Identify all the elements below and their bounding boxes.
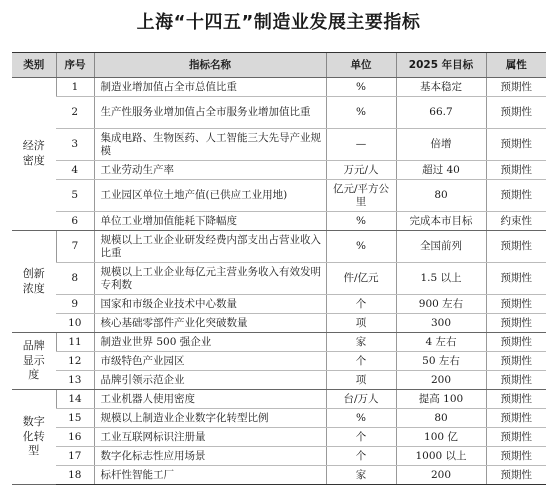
seq-cell: 14 xyxy=(56,390,94,409)
name-cell: 规模以上工业企业研发经费内部支出占营业收入比重 xyxy=(94,231,326,263)
attr-cell: 预期性 xyxy=(486,180,546,212)
table-header-row xyxy=(12,53,546,78)
table-row xyxy=(12,428,546,447)
name-cell: 制造业世界 500 强企业 xyxy=(94,333,326,352)
name-cell: 市级特色产业园区 xyxy=(94,352,326,371)
target-cell: 900 左右 xyxy=(396,295,486,314)
attr-cell: 预期性 xyxy=(486,352,546,371)
table-row xyxy=(12,371,546,390)
target-cell: 完成本市目标 xyxy=(396,212,486,231)
target-cell: 300 xyxy=(396,314,486,333)
target-cell: 66.7 xyxy=(396,97,486,129)
table-row xyxy=(12,409,546,428)
attr-cell: 预期性 xyxy=(486,97,546,129)
name-cell: 工业劳动生产率 xyxy=(94,161,326,180)
seq-cell: 1 xyxy=(56,78,94,97)
seq-cell: 7 xyxy=(56,231,94,263)
name-cell: 工业园区单位土地产值(已供应工业用地) xyxy=(94,180,326,212)
attr-cell: 预期性 xyxy=(486,390,546,409)
name-cell: 工业互联网标识注册量 xyxy=(94,428,326,447)
unit-cell: % xyxy=(326,212,396,231)
target-cell: 200 xyxy=(396,371,486,390)
header-category: 类别 xyxy=(12,53,56,78)
table-row xyxy=(12,447,546,466)
seq-cell: 2 xyxy=(56,97,94,129)
target-cell: 50 左右 xyxy=(396,352,486,371)
table-row xyxy=(12,390,546,409)
unit-cell: 台/万人 xyxy=(326,390,396,409)
seq-cell: 5 xyxy=(56,180,94,212)
unit-cell: 个 xyxy=(326,428,396,447)
table-row xyxy=(12,314,546,333)
target-cell: 80 xyxy=(396,180,486,212)
seq-cell: 6 xyxy=(56,212,94,231)
name-cell: 单位工业增加值能耗下降幅度 xyxy=(94,212,326,231)
target-cell: 基本稳定 xyxy=(396,78,486,97)
unit-cell: 件/亿元 xyxy=(326,263,396,295)
attr-cell: 预期性 xyxy=(486,231,546,263)
unit-cell: 项 xyxy=(326,371,396,390)
attr-cell: 预期性 xyxy=(486,333,546,352)
seq-cell: 8 xyxy=(56,263,94,295)
attr-cell: 预期性 xyxy=(486,161,546,180)
target-cell: 提高 100 xyxy=(396,390,486,409)
unit-cell: % xyxy=(326,409,396,428)
table-body xyxy=(12,78,546,485)
target-cell: 200 xyxy=(396,466,486,485)
table-row xyxy=(12,231,546,263)
seq-cell: 3 xyxy=(56,129,94,161)
seq-cell: 15 xyxy=(56,409,94,428)
name-cell: 核心基础零部件产业化突破数量 xyxy=(94,314,326,333)
unit-cell: 个 xyxy=(326,295,396,314)
attr-cell: 预期性 xyxy=(486,263,546,295)
name-cell: 国家和市级企业技术中心数量 xyxy=(94,295,326,314)
attr-cell: 预期性 xyxy=(486,371,546,390)
name-cell: 制造业增加值占全市总值比重 xyxy=(94,78,326,97)
unit-cell: 家 xyxy=(326,466,396,485)
unit-cell: % xyxy=(326,231,396,263)
seq-cell: 11 xyxy=(56,333,94,352)
table-row xyxy=(12,129,546,161)
attr-cell: 预期性 xyxy=(486,409,546,428)
unit-cell: 家 xyxy=(326,333,396,352)
attr-cell: 预期性 xyxy=(486,129,546,161)
unit-cell: 项 xyxy=(326,314,396,333)
name-cell: 工业机器人使用密度 xyxy=(94,390,326,409)
header-unit: 单位 xyxy=(326,53,396,78)
indicator-table xyxy=(12,52,546,485)
seq-cell: 18 xyxy=(56,466,94,485)
table-row xyxy=(12,333,546,352)
unit-cell: 个 xyxy=(326,352,396,371)
unit-cell: 万元/人 xyxy=(326,161,396,180)
table-row xyxy=(12,212,546,231)
attr-cell: 预期性 xyxy=(486,295,546,314)
attr-cell: 预期性 xyxy=(486,447,546,466)
attr-cell: 预期性 xyxy=(486,78,546,97)
unit-cell: % xyxy=(326,78,396,97)
name-cell: 集成电路、生物医药、人工智能三大先导产业规模 xyxy=(94,129,326,161)
table-row xyxy=(12,180,546,212)
target-cell: 4 左右 xyxy=(396,333,486,352)
category-cell: 经济 密度 xyxy=(12,78,56,231)
target-cell: 超过 40 xyxy=(396,161,486,180)
seq-cell: 4 xyxy=(56,161,94,180)
name-cell: 生产性服务业增加值占全市服务业增加值比重 xyxy=(94,97,326,129)
unit-cell: — xyxy=(326,129,396,161)
unit-cell: % xyxy=(326,97,396,129)
seq-cell: 13 xyxy=(56,371,94,390)
table-row xyxy=(12,263,546,295)
unit-cell: 亿元/平方公里 xyxy=(326,180,396,212)
name-cell: 规模以上工业企业每亿元主营业务收入有效发明专利数 xyxy=(94,263,326,295)
table-row xyxy=(12,161,546,180)
name-cell: 标杆性智能工厂 xyxy=(94,466,326,485)
category-cell: 品牌 显示 度 xyxy=(12,333,56,390)
seq-cell: 10 xyxy=(56,314,94,333)
table-row xyxy=(12,78,546,97)
name-cell: 规模以上制造业企业数字化转型比例 xyxy=(94,409,326,428)
attr-cell: 预期性 xyxy=(486,314,546,333)
name-cell: 数字化标志性应用场景 xyxy=(94,447,326,466)
target-cell: 1000 以上 xyxy=(396,447,486,466)
category-cell: 创新 浓度 xyxy=(12,231,56,333)
attr-cell: 约束性 xyxy=(486,212,546,231)
header-attr: 属性 xyxy=(486,53,546,78)
table-row xyxy=(12,97,546,129)
seq-cell: 12 xyxy=(56,352,94,371)
table-row xyxy=(12,352,546,371)
page-title: 上海“十四五”制造业发展主要指标 xyxy=(136,12,421,33)
table-row xyxy=(12,295,546,314)
header-target: 2025 年目标 xyxy=(396,53,486,78)
header-seq: 序号 xyxy=(56,53,94,78)
seq-cell: 9 xyxy=(56,295,94,314)
name-cell: 品牌引领示范企业 xyxy=(94,371,326,390)
seq-cell: 17 xyxy=(56,447,94,466)
category-cell: 数字 化转 型 xyxy=(12,390,56,485)
target-cell: 100 亿 xyxy=(396,428,486,447)
unit-cell: 个 xyxy=(326,447,396,466)
target-cell: 倍增 xyxy=(396,129,486,161)
seq-cell: 16 xyxy=(56,428,94,447)
table-row xyxy=(12,466,546,485)
target-cell: 80 xyxy=(396,409,486,428)
target-cell: 1.5 以上 xyxy=(396,263,486,295)
header-name: 指标名称 xyxy=(94,53,326,78)
target-cell: 全国前列 xyxy=(396,231,486,263)
attr-cell: 预期性 xyxy=(486,428,546,447)
attr-cell: 预期性 xyxy=(486,466,546,485)
